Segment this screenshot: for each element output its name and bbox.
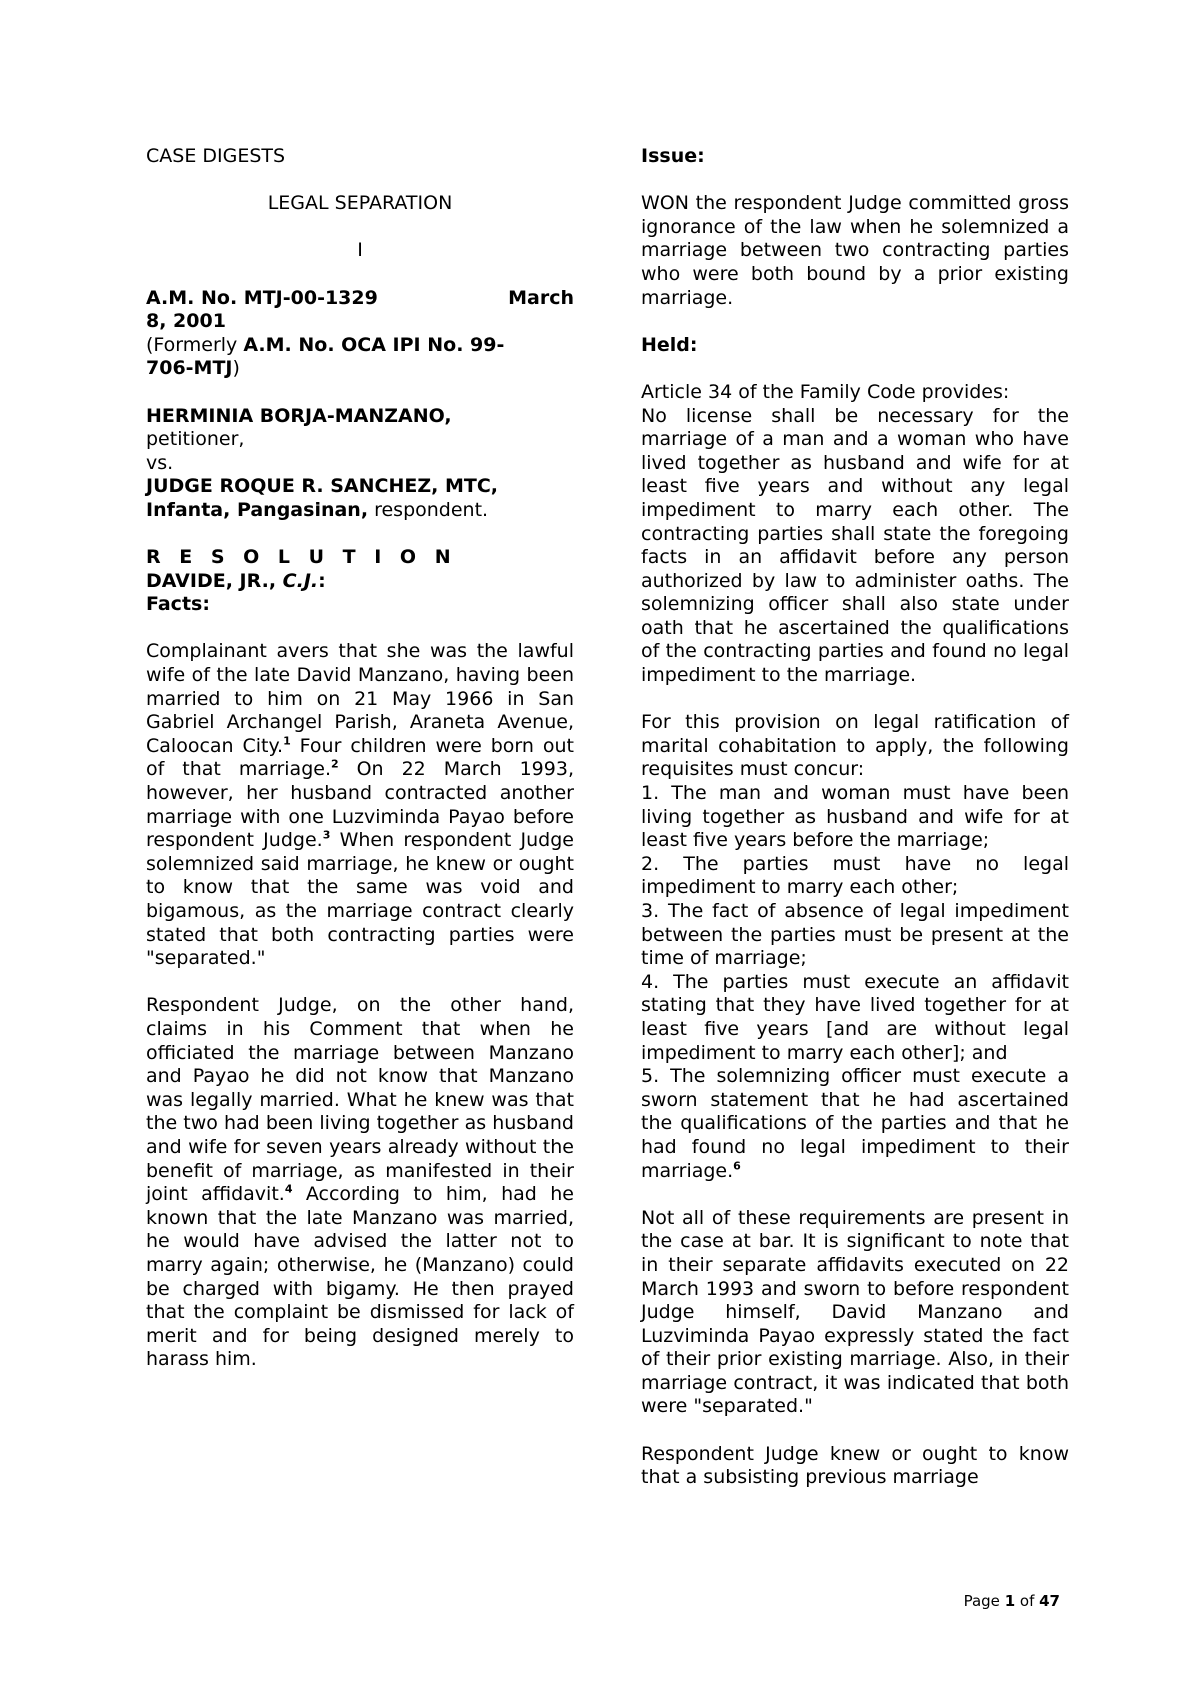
held-label: Held: bbox=[641, 333, 698, 356]
page-total: 47 bbox=[1039, 1592, 1060, 1610]
footnote-2: 2 bbox=[330, 758, 339, 772]
footnote-6: 6 bbox=[733, 1159, 741, 1173]
facts-paragraph-1: Complainant avers that she was the lawful wife of the late David Manzano, having been married to him on 21 May 1966 in San Gabriel Archangel Parish, Araneta Avenue, Caloocan City.$^1$ Four children were born out of that marriage.$^2$ On 22 March 1993, however, her husband contracted another marriage with one Luzviminda Payao before respondent Judge.$^3$ When respondent Judge solemnized said marriage, he knew or ought to know that the same was void and bigamous, as the marriage contract clearly stated that both contracting parties were "separated." bbox=[146, 640, 574, 970]
petitioner-name: HERMINIA BORJA-MANZANO, bbox=[146, 404, 452, 427]
article-intro: Article 34 of the Family Code provides: bbox=[641, 380, 1010, 403]
topic-heading: LEGAL SEPARATION bbox=[267, 192, 453, 215]
facts-label: Facts: bbox=[146, 593, 210, 616]
case-number-line bbox=[146, 287, 574, 311]
requisite-3: 3. The fact of absence of legal impediment between the parties must be present at the time of marriage; bbox=[641, 900, 1069, 970]
requisite-5: 5. The solemnizing officer must execute a sworn statement that he had ascertained the qualifications of the parties and that he had found no legal impediment to their marriage.$^6$ bbox=[641, 1065, 1069, 1182]
case-date-month: March bbox=[508, 286, 574, 309]
issue-text: WON the respondent Judge committed gross ignorance of the law when he solemnized a marriage between two contracting parties who were both bound by a prior existing marriage. bbox=[641, 192, 1069, 309]
respondent-role: respondent. bbox=[368, 498, 489, 521]
ponente: DAVIDE, JR., C.J.: bbox=[146, 569, 326, 592]
facts-paragraph-2: Respondent Judge, on the other hand, claims in his Comment that when he officiated the marriage between Manzano and Payao he did not know that Manzano was legally married. What he knew was that the two had been living together as husband and wife for seven years already without the benefit of marriage, as manifested in their joint affidavit.$^4$ According to him, had he known that the late Manzano was married, he would have advised the latter not to marry again; otherwise, he (Manzano) could be charged with bigamy. He then prayed that the complaint be dismissed for lack of merit and for being designed merely to harass him. bbox=[146, 994, 574, 1371]
resolution-heading: R E S O L U T I O N bbox=[146, 546, 457, 569]
respondent-place: Infanta, Pangasinan, bbox=[146, 498, 369, 521]
not-all-paragraph: Not all of these requirements are present in the case at bar. It is significant to note that in their separate affidavits executed on 22 March 1993 and sworn to before respondent Judge himself, David Manzano and Luzviminda Payao expressly stated the fact of their prior existing marriage. Also, in their marriage contract, it was indicated that both were "separated." bbox=[641, 1206, 1069, 1418]
last-paragraph: Respondent Judge knew or ought to know that a subsisting previous marriage bbox=[641, 1442, 1069, 1489]
formerly-line-2: 706-MTJ) bbox=[146, 357, 240, 380]
requisite-4: 4. The parties must execute an affidavit stating that they have lived together for at least five years [and are without legal impediment to marry each other]; and bbox=[641, 970, 1069, 1064]
petitioner-role: petitioner, bbox=[146, 428, 245, 451]
footnote-1: 1 bbox=[283, 734, 291, 748]
requisite-1: 1. The man and woman must have been living together as husband and wife for at least five years before the marriage; bbox=[641, 782, 1069, 852]
formerly-number-b: 706-MTJ bbox=[146, 357, 233, 380]
page-number: 1 bbox=[1004, 1592, 1016, 1610]
issue-label: Issue: bbox=[641, 145, 705, 167]
case-date-rest: 8, 2001 bbox=[146, 310, 226, 333]
respondent-line bbox=[146, 499, 574, 523]
page-footer: Page 1 of 47 bbox=[963, 1592, 1060, 1610]
respondent-name: JUDGE ROQUE R. SANCHEZ, MTC, bbox=[146, 475, 498, 498]
article-text: No license shall be necessary for the marriage of a man and a woman who have lived together as husband and wife for at least five years and without any legal impediment to marry each other. The contracting parties shall state the foregoing facts in an affidavit before any person authorized by law to administer oaths. The solemnizing officer shall also state under oath that he ascertained the qualifications of the contracting parties and found no legal impediment to the marriage. bbox=[641, 404, 1069, 687]
formerly-line: (Formerly A.M. No. OCA IPI No. 99- bbox=[146, 333, 505, 356]
case-number: A.M. No. MTJ-00-1329 bbox=[146, 286, 378, 309]
case-numeral: I bbox=[357, 239, 363, 262]
versus: vs. bbox=[146, 451, 174, 474]
doc-heading: CASE DIGESTS bbox=[146, 145, 286, 167]
right-column bbox=[641, 145, 1069, 1490]
left-column bbox=[146, 145, 574, 1372]
requisite-2: 2. The parties must have no legal impediment to marry each other; bbox=[641, 852, 1069, 899]
footnote-4: 4 bbox=[284, 1182, 293, 1196]
requisites-intro: For this provision on legal ratification of marital cohabitation to apply, the following requisites must concur: bbox=[641, 711, 1069, 781]
footnote-3: 3 bbox=[322, 828, 331, 842]
formerly-number-a: A.M. No. OCA IPI No. 99- bbox=[243, 333, 505, 356]
